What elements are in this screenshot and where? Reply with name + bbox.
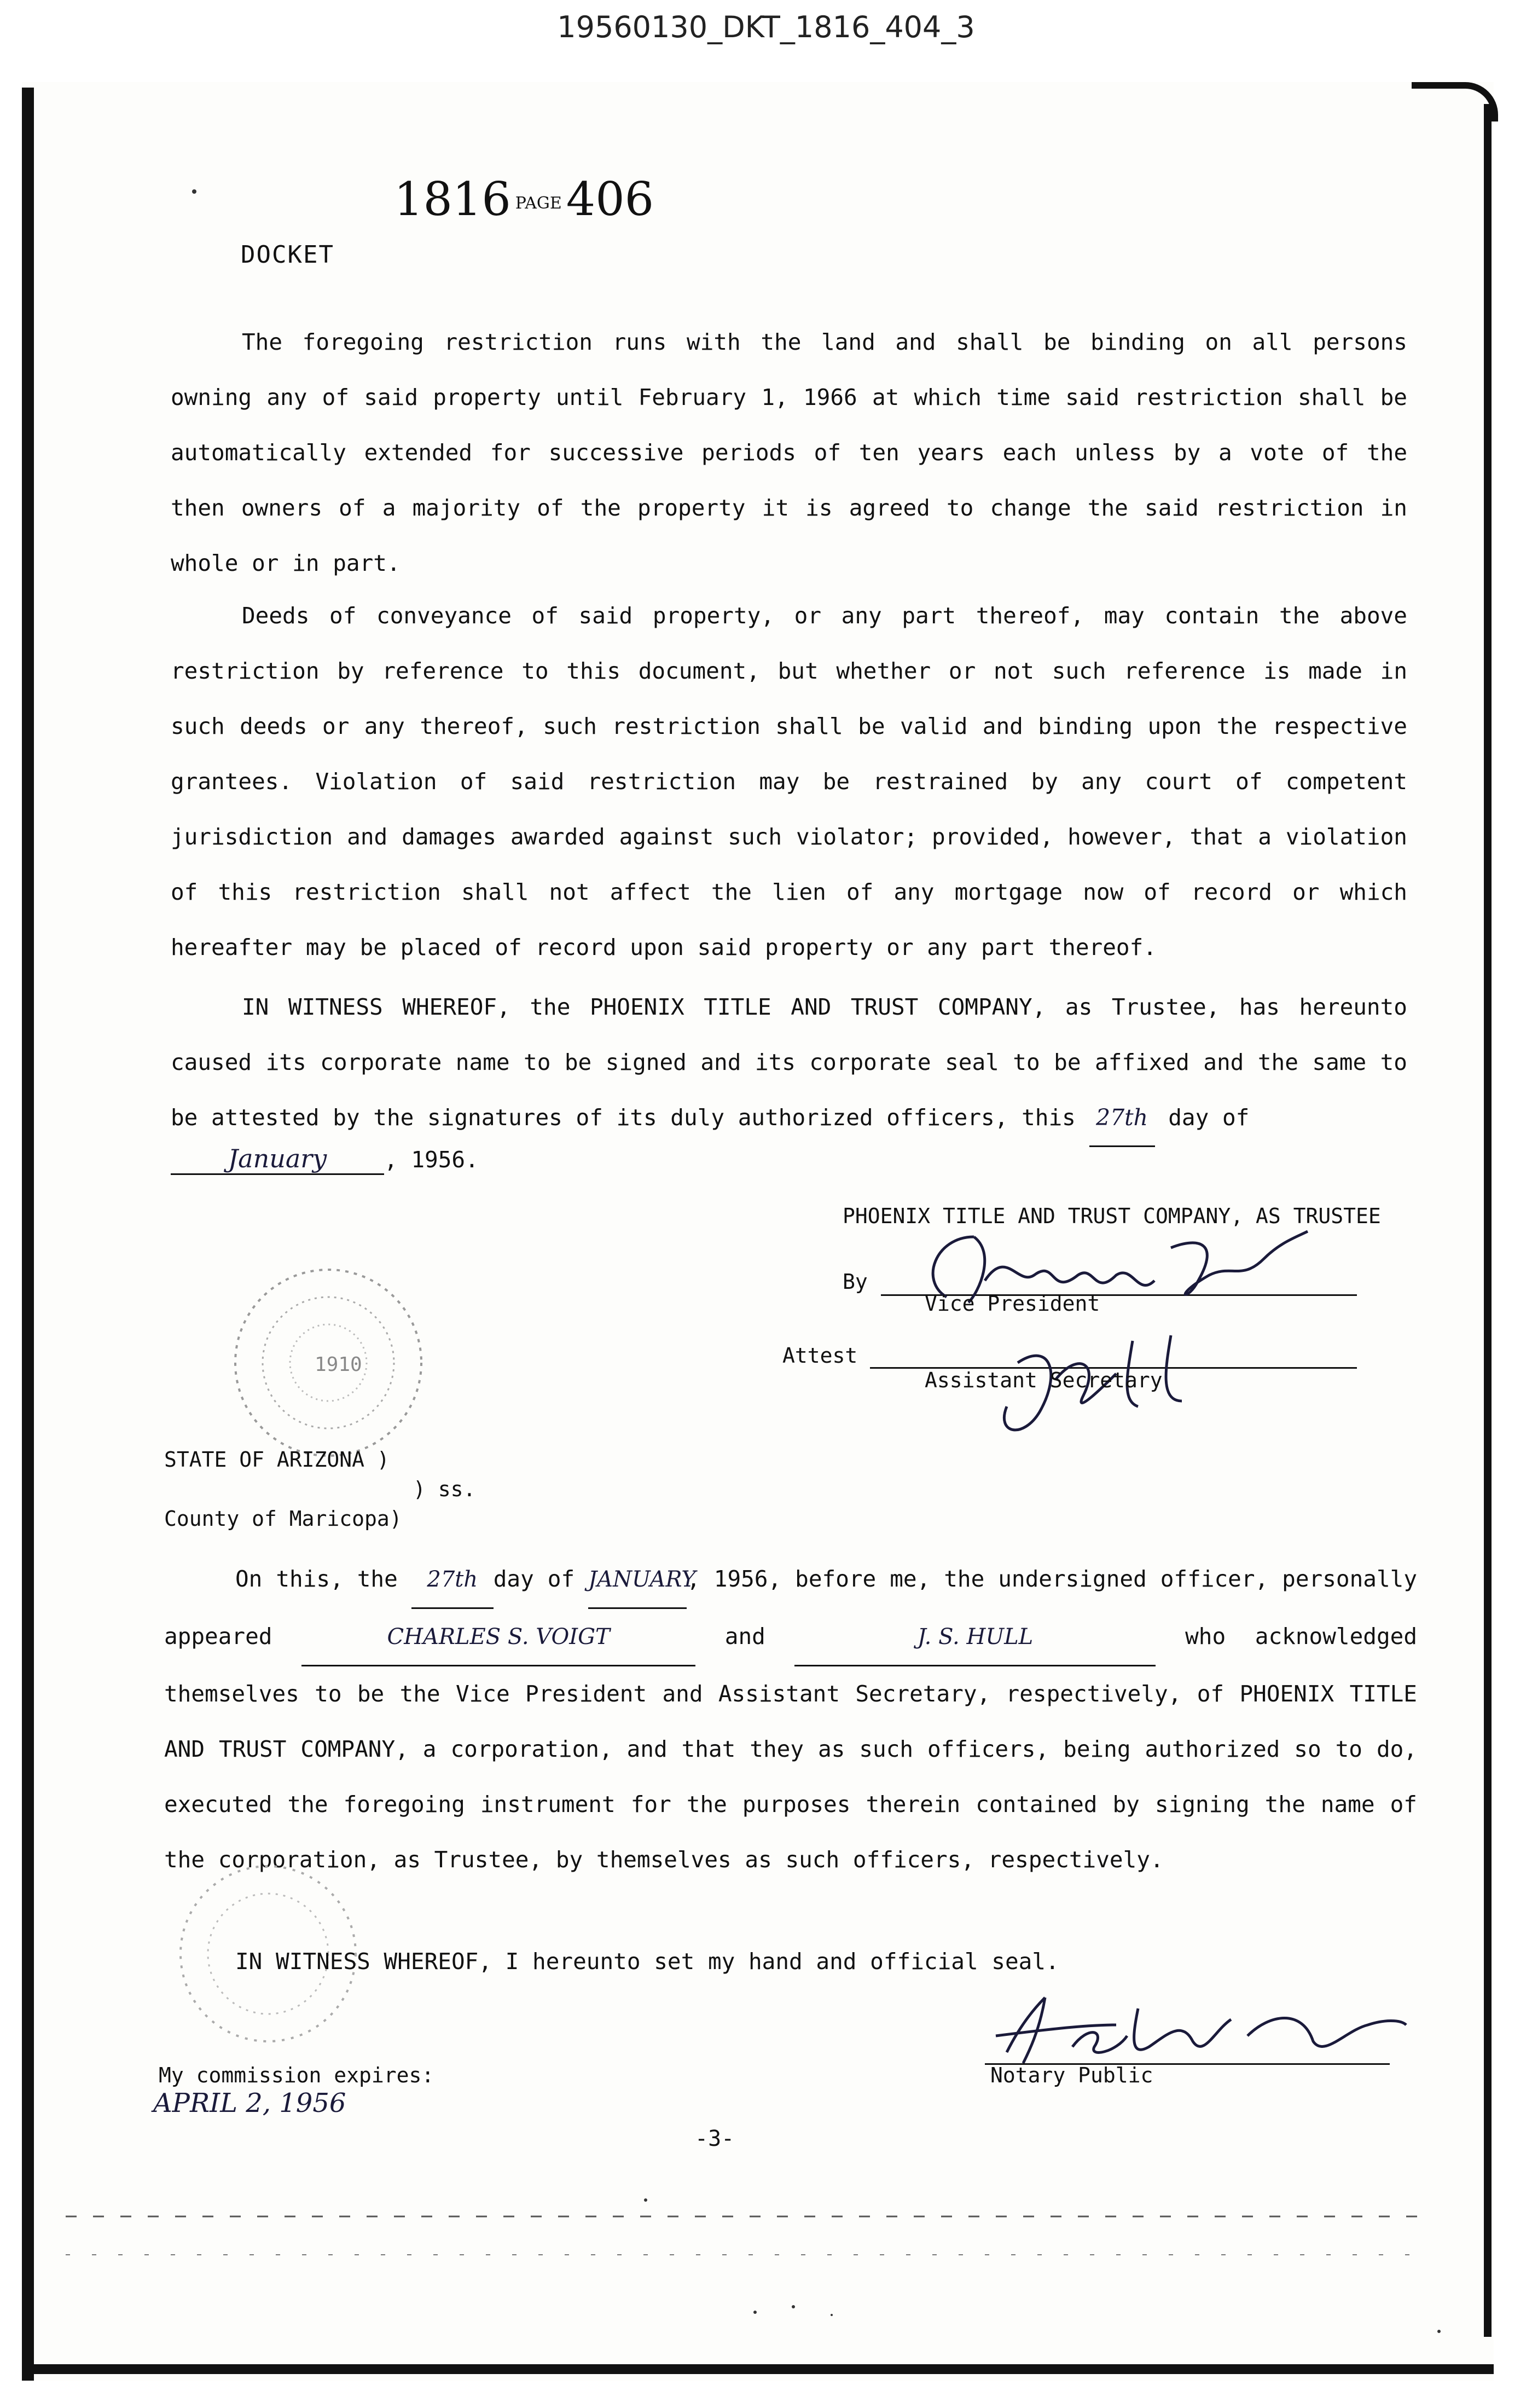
ack-name-2-field: J. S. HULL [794, 1610, 1156, 1666]
page-number: -3- [695, 2126, 735, 2151]
docket-page-number: 406 [566, 172, 654, 226]
notary-title: Notary Public [990, 2063, 1153, 2087]
venue-ss: ) ss. [413, 1477, 476, 1501]
commission-label: My commission expires: [159, 2063, 434, 2087]
venue-county: County of Maricopa) [164, 1507, 402, 1531]
witness-tail: day of [1168, 1104, 1250, 1131]
docket-label: DOCKET [241, 241, 334, 269]
execution-month-field: January [171, 1144, 384, 1175]
conveyance-paragraph: Deeds of conveyance of said property, or any part thereof, may contain the above restriction by reference to this document, but whether or not such reference is made in such deeds or any thereof, such restriction shall be valid and binding upon the respective grantees. Violation of said restriction may be restrained by any court of competent jurisdiction and damages awarded against such violator; provided, however, that a violation of this restriction shall not affect the lien of any mortgage now of record or which hereafter may be placed of record upon said property or any part thereof. [171, 603, 1407, 960]
ack-day-field: 27th [411, 1552, 494, 1609]
notary-witness-line: IN WITNESS WHEREOF, I hereunto set my hand and official seal. [235, 1948, 1059, 1975]
restriction-paragraph: The foregoing restriction runs with the land and shall be binding on all persons owning any of said property until February 1, 1966 at which time said restriction shall be automatically extended for successive periods of ten years each unless by a vote of the then owners of a majority of the property it is agreed to change the said restriction in whole or in part. [171, 329, 1407, 576]
svg-text:1910: 1910 [315, 1353, 362, 1376]
attest-label: Attest [782, 1344, 858, 1368]
ack-name-1-field: CHARLES S. VOIGT [301, 1610, 695, 1666]
by-label: By [843, 1270, 868, 1294]
witness-text: IN WITNESS WHEREOF, the PHOENIX TITLE AND TRUST COMPANY, as Trustee, has hereunto caused its corporate name to be signed and its corporate seal to be affixed and the same to be attested by the signatures of its duly authorized officers, this [171, 994, 1407, 1131]
ack-rest: who acknowledged themselves to be the Vice President and Assistant Secretary, respectively, of PHOENIX TITLE AND TRUST COMPANY, a corporation, and that they as such officers, being authorized so to do, executed the foregoing instrument for the purposes therein contained by signing the name of the corporation, as Trustee, by themselves as such officers, respectively. [164, 1623, 1418, 1873]
venue-state: STATE OF ARIZONA ) [164, 1448, 390, 1472]
vice-president-title: Vice President [925, 1292, 1100, 1316]
ack-lead: On this, the [235, 1566, 398, 1592]
assistant-secretary-title: Assistant Secretary [925, 1368, 1163, 1392]
ack-and: and [724, 1623, 765, 1649]
docket-book-number: 1816 [394, 172, 511, 226]
company-signature-line: PHOENIX TITLE AND TRUST COMPANY, AS TRUSTEE [843, 1204, 1381, 1228]
page-abbrev: PAGE [515, 193, 562, 213]
file-label: 19560130_DKT_1816_404_3 [557, 10, 975, 44]
execution-year: , 1956. [384, 1147, 479, 1173]
ack-mid: , 1956, before me, the undersigned officer, personally appeared [164, 1566, 1418, 1649]
ack-month-field: JANUARY [588, 1552, 687, 1609]
ack-day-of: day of [493, 1566, 575, 1592]
commission-date: APRIL 2, 1956 [153, 2088, 346, 2118]
execution-day-field: 27th [1089, 1090, 1155, 1147]
